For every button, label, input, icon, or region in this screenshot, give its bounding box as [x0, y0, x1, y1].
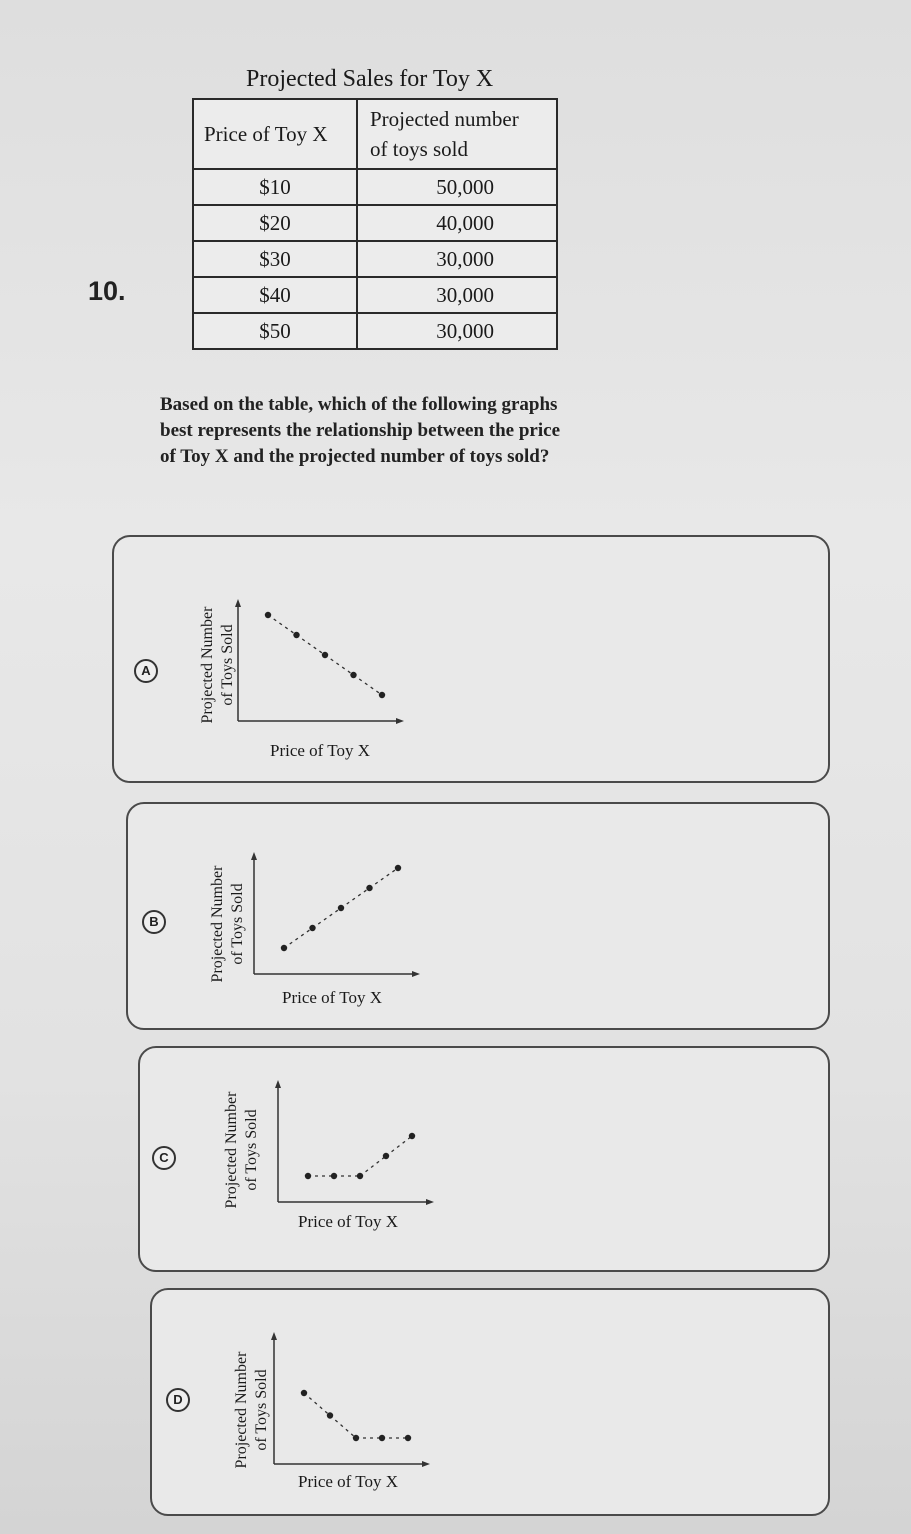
- data-point: [322, 652, 328, 658]
- data-point: [293, 632, 299, 638]
- x-axis-label: Price of Toy X: [270, 741, 371, 760]
- table-header-row: [193, 99, 557, 169]
- dashed-segment: [341, 888, 370, 908]
- dashed-segment: [386, 1136, 412, 1156]
- data-point: [338, 905, 344, 911]
- graph-b: [250, 850, 420, 980]
- dashed-segment: [304, 1393, 330, 1416]
- table-row: [193, 241, 557, 277]
- graph-d: [270, 1330, 430, 1470]
- choice-a[interactable]: [112, 535, 830, 783]
- data-point: [309, 925, 315, 931]
- data-point: [353, 1435, 359, 1441]
- y-axis-label: Projected Number of Toys Sold: [199, 606, 236, 724]
- dashed-segment: [370, 868, 399, 888]
- sold-cell: 50,000: [357, 169, 557, 205]
- graph-a: [234, 597, 404, 727]
- dashed-segment: [325, 655, 354, 675]
- x-axis-arrow: [426, 1199, 434, 1205]
- table-row: [193, 277, 557, 313]
- y-axis-label: Projected Number of Toys Sold: [223, 1091, 260, 1209]
- y-axis-arrow: [271, 1332, 277, 1340]
- question-text: Based on the table, which of the following graphs best represents the relationship between the price of Toy X and the projected number of toys sold?: [160, 394, 561, 467]
- question-number: 10.: [88, 276, 126, 306]
- data-point: [405, 1435, 411, 1441]
- header-sold-line2: of toys sold: [370, 137, 469, 161]
- data-point: [409, 1133, 415, 1139]
- choice-b[interactable]: [126, 802, 830, 1030]
- data-point: [357, 1173, 363, 1179]
- data-point: [265, 612, 271, 618]
- y-axis-arrow: [275, 1080, 281, 1088]
- price-cell: $20: [193, 205, 357, 241]
- y-axis-label: Projected Number of Toys Sold: [209, 865, 246, 983]
- choice-letter: B: [142, 910, 166, 934]
- y-axis-label: Projected Number of Toys Sold: [233, 1351, 270, 1469]
- y-axis-arrow: [251, 852, 257, 860]
- table-title: Projected Sales for Toy X: [246, 66, 494, 92]
- table-row: [193, 169, 557, 205]
- graph-c: [274, 1078, 434, 1208]
- sold-cell: 30,000: [357, 313, 557, 349]
- data-point: [350, 672, 356, 678]
- choice-d[interactable]: [150, 1288, 830, 1516]
- sold-cell: 30,000: [357, 277, 557, 313]
- dashed-segment: [360, 1156, 386, 1176]
- dashed-segment: [268, 615, 297, 635]
- price-cell: $40: [193, 277, 357, 313]
- data-point: [379, 692, 385, 698]
- x-axis-arrow: [422, 1461, 430, 1467]
- data-point: [301, 1390, 307, 1396]
- sold-cell: 40,000: [357, 205, 557, 241]
- dashed-segment: [330, 1416, 356, 1439]
- y-axis-arrow: [235, 599, 241, 607]
- x-axis-arrow: [396, 718, 404, 724]
- price-cell: $30: [193, 241, 357, 277]
- x-axis-label: Price of Toy X: [298, 1212, 399, 1231]
- x-axis-label: Price of Toy X: [298, 1472, 399, 1491]
- data-point: [383, 1153, 389, 1159]
- header-sold: [357, 99, 557, 169]
- data-point: [281, 945, 287, 951]
- data-point: [395, 865, 401, 871]
- price-cell: $50: [193, 313, 357, 349]
- sales-table: [192, 98, 558, 350]
- data-point: [305, 1173, 311, 1179]
- data-point: [379, 1435, 385, 1441]
- sold-cell: 30,000: [357, 241, 557, 277]
- header-sold-line1: Projected number: [370, 107, 519, 131]
- price-cell: $10: [193, 169, 357, 205]
- choice-letter: D: [166, 1388, 190, 1412]
- choice-c[interactable]: [138, 1046, 830, 1272]
- dashed-segment: [297, 635, 326, 655]
- x-axis-label: Price of Toy X: [282, 988, 383, 1007]
- choice-letter: C: [152, 1146, 176, 1170]
- table-row: [193, 205, 557, 241]
- dashed-segment: [313, 908, 342, 928]
- data-point: [331, 1173, 337, 1179]
- dashed-segment: [354, 675, 383, 695]
- data-point: [366, 885, 372, 891]
- table-row: [193, 313, 557, 349]
- x-axis-arrow: [412, 971, 420, 977]
- choice-letter: A: [134, 659, 158, 683]
- dashed-segment: [284, 928, 313, 948]
- header-price: Price of Toy X: [193, 99, 357, 169]
- data-point: [327, 1412, 333, 1418]
